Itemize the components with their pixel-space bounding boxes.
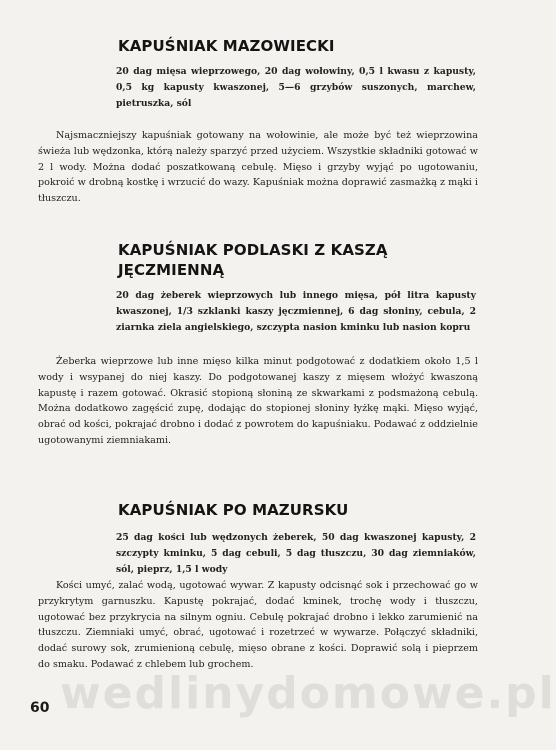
recipe-instructions-mazowiecki: Najsmaczniejszy kapuśniak gotowany na wołowinie, ale może być też wieprzowina świeża lub wędzonka, którą należy sparzyć przed użyciem. Wszystkie składniki gotować w 2 l wody. Można dodać poszatkowaną cebulę. Mięso i grzyby wyjąć po ugotowaniu, pokroić w drobną kostkę i wrzucić do wazy. Kapuśniak można doprawić zasmażką z mąki i tłuszczu.: [38, 130, 478, 205]
recipe-title-podlaski: KAPUŚNIAK PODLASKI Z KASZĄ JĘCZMIENNĄ: [118, 241, 388, 279]
recipe-instructions-mazursku: Kości umyć, zalać wodą, ugotować wywar. Z kapusty odcisnąć sok i przechować go w przykrytym garnuszku. Kapustę pokrajać, dodać kminek, trochę wody i tłuszczu, ugotować bez przykrycia na silnym ogniu. Cebulę pokrajać drobno i lekko zarumienić na tłuszczu. Ziemniaki umyć, obrać, ugotować i rozetrzeć w wywarze. Połączyć składniki, dodać surowy sok, zrumienioną cebulę, mięso obrane z kości. Doprawić solą i pieprzem do smaku. Podawać z chlebem lub grochem.: [38, 580, 478, 670]
watermark-text: wedlinydomowe.pl: [60, 668, 556, 719]
recipe-title-mazowiecki: KAPUŚNIAK MAZOWIECKI: [118, 37, 335, 55]
recipe-ingredients-mazursku: 25 dag kości lub wędzonych żeberek, 50 dag kwaszonej kapusty, 2 szczypty kminku, 5 dag cebuli, 5 dag tłuszczu, 30 dag ziemniaków, sól, pieprz, 1,5 l wody: [116, 532, 476, 575]
recipe-title-mazursku: KAPUŚNIAK PO MAZURSKU: [118, 501, 349, 519]
recipe-ingredients-podlaski: 20 dag żeberek wieprzowych lub innego mięsa, pół litra kapusty kwaszonej, 1/3 szklanki kaszy jęczmiennej, 6 dag słoniny, cebula, 2 ziarnka ziela angielskiego, szczypta nasion kminku lub nasion kopru: [116, 290, 476, 333]
recipe-ingredients-mazowiecki: 20 dag mięsa wieprzowego, 20 dag wołowiny, 0,5 l kwasu z kapusty, 0,5 kg kapusty kwaszonej, 5—6 grzybów suszonych, marchew, pietruszka, sól: [116, 66, 476, 109]
recipe-instructions-podlaski: Żeberka wieprzowe lub inne mięso kilka minut podgotować z dodatkiem około 1,5 l wody i wsypanej do niej kaszy. Do podgotowanej kaszy z mięsem włożyć kwaszoną kapustę i razem gotować. Okrasić stopioną słoniną ze skwarkami z podsmażoną cebulą. Można dodatkowo zagęścić zupę, dodając do stopionej słoniny łyżkę mąki. Mięso wyjąć, obrać od kości, pokrajać drobno i dodać z powrotem do kapuśniaku. Podawać z oddzielnie ugotowanymi ziemniakami.: [38, 356, 478, 446]
page-number: 60: [30, 700, 50, 716]
